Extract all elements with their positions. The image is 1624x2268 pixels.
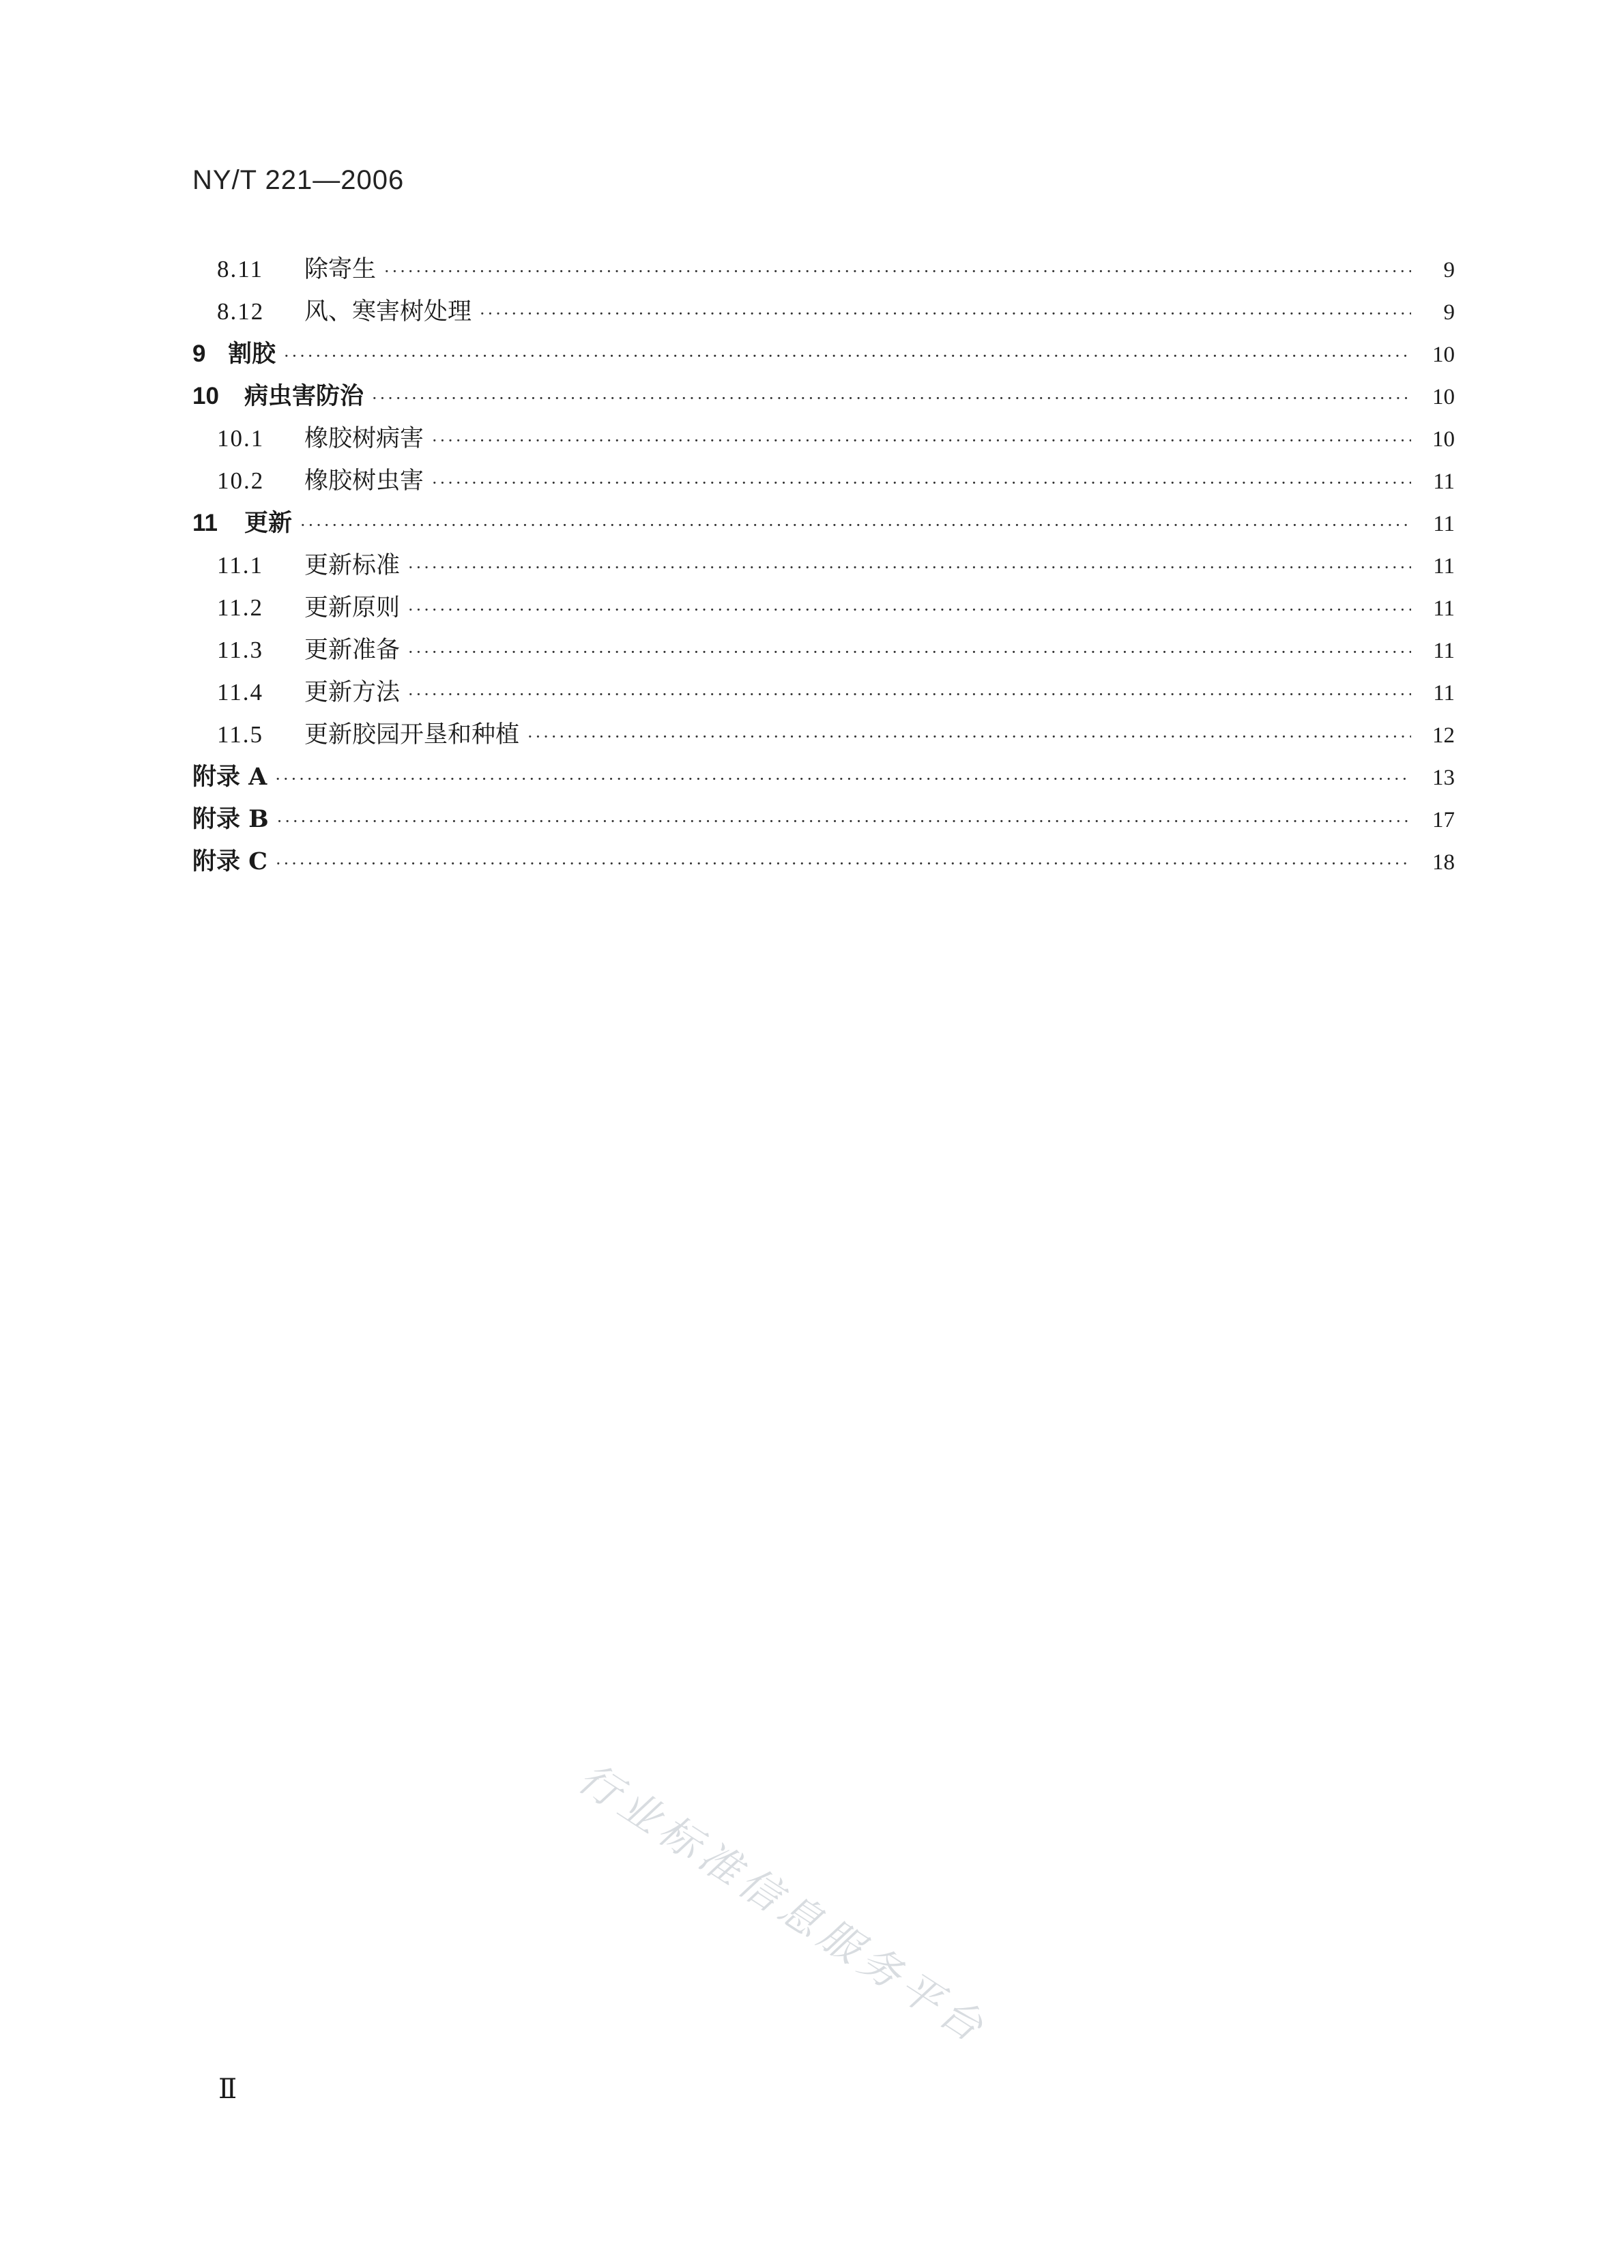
toc-entry-title: 病虫害防治 [244, 382, 364, 410]
toc-entry-page: 10 [1432, 427, 1455, 452]
toc-entry-title: 更新标准 [304, 552, 401, 579]
toc-entry-number: 10.2 [217, 467, 265, 494]
toc-entry-title: 更新准备 [304, 637, 401, 664]
toc-entry-number: 11.3 [217, 637, 263, 663]
toc-leader-dots [527, 716, 1411, 758]
toc-entry[interactable] [192, 291, 1455, 333]
toc-entry-title: 附录 C [192, 847, 268, 875]
standard-number-header: NY/T 221—2006 [192, 165, 405, 195]
toc-leader-dots [408, 589, 1411, 631]
toc-entry-page: 11 [1433, 469, 1455, 494]
toc-entry-page: 11 [1433, 639, 1455, 663]
toc-entry[interactable] [192, 714, 1455, 756]
toc-entry[interactable] [192, 841, 1455, 883]
toc-entry[interactable] [192, 248, 1455, 291]
toc-entry[interactable] [192, 756, 1455, 798]
toc-leader-dots [275, 758, 1411, 800]
toc-entry[interactable] [192, 587, 1455, 629]
toc-leader-dots [432, 420, 1411, 462]
watermark-text: 行业标准信息服务平台 [569, 1754, 996, 2054]
toc-entry-title: 附录 B [192, 805, 269, 833]
table-of-contents [192, 248, 1455, 883]
toc-leader-dots [276, 843, 1411, 885]
toc-entry-number: 10.1 [217, 425, 265, 452]
toc-entry-number: 11.1 [217, 552, 263, 579]
toc-leader-dots [300, 504, 1411, 547]
toc-entry[interactable] [192, 333, 1455, 375]
toc-entry-page: 11 [1433, 512, 1455, 536]
toc-entry-number: 11.4 [217, 679, 263, 706]
toc-entry-title: 更新方法 [304, 679, 401, 706]
toc-entry-page: 10 [1432, 385, 1455, 409]
toc-entry-number: 11.2 [217, 594, 263, 621]
toc-entry-page: 11 [1433, 681, 1455, 706]
toc-entry-number: 11.5 [217, 721, 263, 748]
toc-entry-title: 橡胶树病害 [304, 425, 424, 452]
toc-leader-dots [408, 631, 1411, 673]
toc-entry[interactable] [192, 798, 1455, 841]
toc-entry-page: 12 [1432, 723, 1455, 748]
toc-leader-dots [408, 547, 1411, 589]
toc-entry[interactable] [192, 629, 1455, 671]
toc-leader-dots [384, 250, 1411, 293]
toc-entry-title: 除寄生 [304, 256, 377, 283]
toc-entry-title: 更新原则 [304, 594, 401, 622]
toc-entry-page: 18 [1432, 850, 1455, 875]
toc-entry-number: 11 [192, 510, 218, 536]
toc-entry[interactable] [192, 544, 1455, 587]
toc-entry-page: 11 [1433, 554, 1455, 579]
toc-entry-number: 8.12 [217, 298, 265, 325]
toc-entry-page: 17 [1432, 808, 1455, 832]
toc-entry-title: 更新 [244, 509, 293, 537]
toc-entry-title: 风、寒害树处理 [304, 298, 472, 325]
toc-entry-page: 10 [1432, 343, 1455, 367]
toc-entry-number: 10 [192, 383, 219, 409]
toc-entry-number: 9 [192, 340, 206, 367]
toc-leader-dots [480, 293, 1411, 335]
toc-entry[interactable] [192, 460, 1455, 502]
toc-entry[interactable] [192, 671, 1455, 714]
toc-entry-page: 9 [1443, 300, 1455, 325]
toc-leader-dots [408, 673, 1411, 716]
toc-entry-page: 13 [1432, 766, 1455, 790]
toc-entry[interactable] [192, 418, 1455, 460]
page-number: Ⅱ [218, 2074, 237, 2104]
toc-leader-dots [372, 377, 1411, 420]
toc-entry[interactable] [192, 502, 1455, 544]
toc-leader-dots [284, 335, 1411, 377]
toc-entry-title: 附录 A [192, 763, 267, 791]
toc-leader-dots [432, 462, 1411, 504]
toc-entry-page: 11 [1433, 596, 1455, 621]
toc-leader-dots [277, 800, 1411, 843]
toc-entry-page: 9 [1443, 258, 1455, 282]
toc-entry-title: 橡胶树虫害 [304, 467, 424, 495]
toc-entry[interactable] [192, 375, 1455, 418]
toc-entry-number: 8.11 [217, 256, 263, 282]
toc-entry-title: 割胶 [228, 340, 276, 368]
toc-entry-title: 更新胶园开垦和种植 [304, 721, 520, 748]
